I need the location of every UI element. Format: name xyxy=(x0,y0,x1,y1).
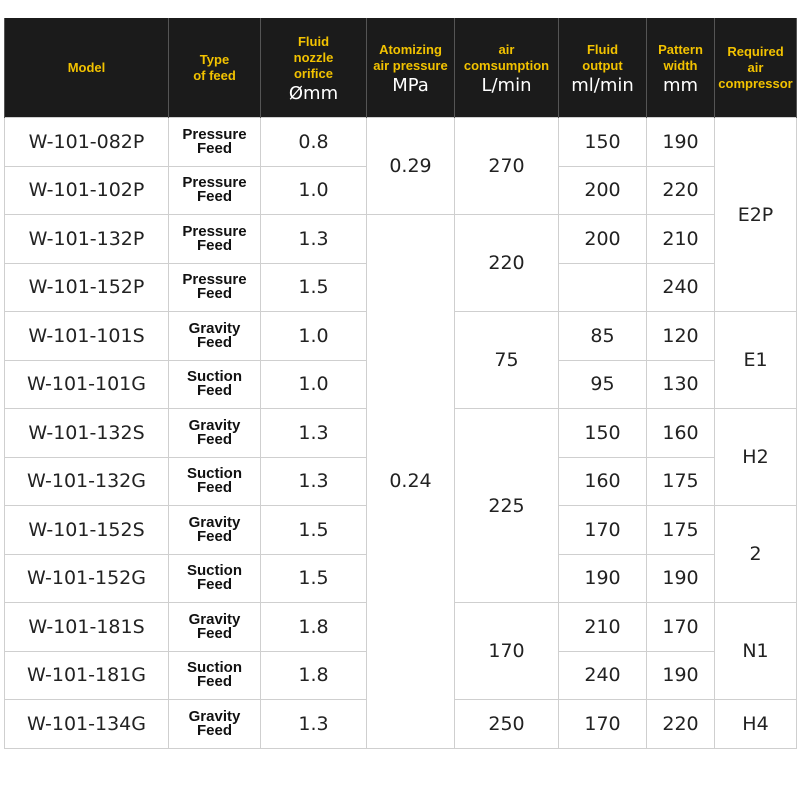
header-atomizing-pressure xyxy=(367,18,455,118)
feed-type-cell xyxy=(169,409,261,458)
pattern-width-cell: 190 xyxy=(647,554,715,603)
nozzle-cell: 1.0 xyxy=(261,360,367,409)
nozzle-cell: 1.5 xyxy=(261,554,367,603)
table-body xyxy=(5,118,797,749)
header-label-line: Type xyxy=(199,51,230,67)
nozzle-cell: 1.3 xyxy=(261,215,367,264)
model-cell: W-101-181G xyxy=(5,651,169,700)
pattern-width-cell: 190 xyxy=(647,118,715,167)
feed-type-line: Feed xyxy=(196,624,232,642)
fluid-output-cell: 170 xyxy=(559,506,647,555)
header-unit: Ømm xyxy=(288,82,339,104)
header-model xyxy=(5,18,169,118)
fluid-output-cell: 190 xyxy=(559,554,647,603)
header-unit: ml/min xyxy=(571,74,634,96)
header-label-line: nozzle xyxy=(293,49,334,65)
fluid-output-cell: 170 xyxy=(559,700,647,749)
nozzle-cell: 1.5 xyxy=(261,506,367,555)
feed-type-line: Suction xyxy=(187,659,242,677)
header-label-line: compressor xyxy=(718,75,793,91)
header-label-line: Model xyxy=(67,59,106,75)
header-label-line: air pressure xyxy=(373,57,448,73)
header-label-line: Atomizing xyxy=(379,41,442,57)
feed-type-cell xyxy=(169,312,261,361)
feed-type-line: Gravity xyxy=(188,416,241,434)
header-label-line: Fluid xyxy=(586,41,619,57)
fluid-output-cell: 240 xyxy=(559,651,647,700)
feed-type-line: Feed xyxy=(196,673,232,691)
compressor-cell: 2 xyxy=(715,506,797,603)
header-label-line: of feed xyxy=(193,67,236,83)
nozzle-cell: 1.0 xyxy=(261,312,367,361)
feed-type-line: Gravity xyxy=(188,319,241,337)
header-label-line: Required xyxy=(727,43,784,59)
feed-type-cell xyxy=(169,215,261,264)
nozzle-cell: 1.3 xyxy=(261,457,367,506)
model-cell: W-101-134G xyxy=(5,700,169,749)
feed-type-line: Gravity xyxy=(188,610,241,628)
model-cell: W-101-152S xyxy=(5,506,169,555)
model-cell: W-101-102P xyxy=(5,166,169,215)
feed-type-cell xyxy=(169,700,261,749)
feed-type-line: Feed xyxy=(196,139,232,157)
fluid-output-cell: 160 xyxy=(559,457,647,506)
header-type-of-feed xyxy=(169,18,261,118)
header-unit: MPa xyxy=(392,74,429,96)
header-fluid-output xyxy=(559,18,647,118)
fluid-output-cell: 200 xyxy=(559,166,647,215)
air-consumption-cell: 225 xyxy=(455,409,559,603)
model-cell: W-101-082P xyxy=(5,118,169,167)
feed-type-line: Feed xyxy=(196,479,232,497)
model-cell: W-101-181S xyxy=(5,603,169,652)
feed-type-cell xyxy=(169,457,261,506)
header-unit: mm xyxy=(662,74,699,96)
feed-type-cell xyxy=(169,118,261,167)
feed-type-line: Suction xyxy=(187,562,242,580)
model-cell: W-101-101S xyxy=(5,312,169,361)
model-cell: W-101-132G xyxy=(5,457,169,506)
feed-type-cell xyxy=(169,360,261,409)
pattern-width-cell: 210 xyxy=(647,215,715,264)
spec-table xyxy=(4,18,797,749)
fluid-output-cell: 95 xyxy=(559,360,647,409)
nozzle-cell: 0.8 xyxy=(261,118,367,167)
nozzle-cell: 1.0 xyxy=(261,166,367,215)
pattern-width-cell: 190 xyxy=(647,651,715,700)
feed-type-line: Feed xyxy=(196,430,232,448)
header-label-line: air xyxy=(498,41,515,57)
compressor-cell: E2P xyxy=(715,118,797,312)
feed-type-line: Gravity xyxy=(188,707,241,725)
nozzle-cell: 1.8 xyxy=(261,603,367,652)
feed-type-line: Gravity xyxy=(188,513,241,531)
feed-type-line: Feed xyxy=(196,721,232,739)
header-required-compressor xyxy=(715,18,797,118)
nozzle-cell: 1.8 xyxy=(261,651,367,700)
feed-type-line: Feed xyxy=(196,333,232,351)
feed-type-cell xyxy=(169,554,261,603)
header-label-line: comsumption xyxy=(463,57,550,73)
header-label-line: Fluid xyxy=(297,33,330,49)
air-consumption-cell: 75 xyxy=(455,312,559,409)
nozzle-cell: 1.5 xyxy=(261,263,367,312)
feed-type-line: Suction xyxy=(187,465,242,483)
header-label-line: width xyxy=(663,57,698,73)
feed-type-cell xyxy=(169,263,261,312)
header-nozzle-orifice xyxy=(261,18,367,118)
air-consumption-cell: 270 xyxy=(455,118,559,215)
feed-type-cell xyxy=(169,651,261,700)
header-label-line: air xyxy=(747,59,764,75)
header-label-line: Pattern xyxy=(658,41,703,57)
model-cell: W-101-132S xyxy=(5,409,169,458)
pressure-cell: 0.29 xyxy=(367,118,455,215)
compressor-cell: H2 xyxy=(715,409,797,506)
feed-type-cell xyxy=(169,166,261,215)
header-air-consumption xyxy=(455,18,559,118)
feed-type-line: Feed xyxy=(196,527,232,545)
feed-type-cell xyxy=(169,603,261,652)
model-cell: W-101-132P xyxy=(5,215,169,264)
fluid-output-cell: 210 xyxy=(559,603,647,652)
air-consumption-cell: 170 xyxy=(455,603,559,700)
pattern-width-cell: 170 xyxy=(647,603,715,652)
feed-type-line: Feed xyxy=(196,285,232,303)
header-label-line: orifice xyxy=(293,65,333,81)
fluid-output-cell: 85 xyxy=(559,312,647,361)
feed-type-line: Feed xyxy=(196,382,232,400)
feed-type-line: Pressure xyxy=(182,174,247,192)
feed-type-line: Pressure xyxy=(182,222,247,240)
feed-type-cell xyxy=(169,506,261,555)
feed-type-line: Feed xyxy=(196,236,232,254)
pressure-cell: 0.24 xyxy=(367,215,455,749)
pattern-width-cell: 160 xyxy=(647,409,715,458)
air-consumption-cell: 250 xyxy=(455,700,559,749)
fluid-output-cell xyxy=(559,263,647,312)
compressor-cell: N1 xyxy=(715,603,797,700)
table-row xyxy=(5,118,797,167)
pattern-width-cell: 240 xyxy=(647,263,715,312)
model-cell: W-101-152G xyxy=(5,554,169,603)
table-row xyxy=(5,215,797,264)
pattern-width-cell: 130 xyxy=(647,360,715,409)
fluid-output-cell: 150 xyxy=(559,409,647,458)
pattern-width-cell: 220 xyxy=(647,700,715,749)
feed-type-line: Pressure xyxy=(182,125,247,143)
compressor-cell: E1 xyxy=(715,312,797,409)
header-row xyxy=(5,18,797,118)
pattern-width-cell: 175 xyxy=(647,457,715,506)
fluid-output-cell: 150 xyxy=(559,118,647,167)
header-label-line: output xyxy=(582,57,623,73)
feed-type-line: Feed xyxy=(196,576,232,594)
model-cell: W-101-101G xyxy=(5,360,169,409)
fluid-output-cell: 200 xyxy=(559,215,647,264)
pattern-width-cell: 120 xyxy=(647,312,715,361)
compressor-cell: H4 xyxy=(715,700,797,749)
nozzle-cell: 1.3 xyxy=(261,409,367,458)
nozzle-cell: 1.3 xyxy=(261,700,367,749)
feed-type-line: Pressure xyxy=(182,271,247,289)
header-pattern-width xyxy=(647,18,715,118)
feed-type-line: Suction xyxy=(187,368,242,386)
feed-type-line: Feed xyxy=(196,188,232,206)
model-cell: W-101-152P xyxy=(5,263,169,312)
header-unit: L/min xyxy=(481,74,532,96)
air-consumption-cell: 220 xyxy=(455,215,559,312)
pattern-width-cell: 220 xyxy=(647,166,715,215)
pattern-width-cell: 175 xyxy=(647,506,715,555)
